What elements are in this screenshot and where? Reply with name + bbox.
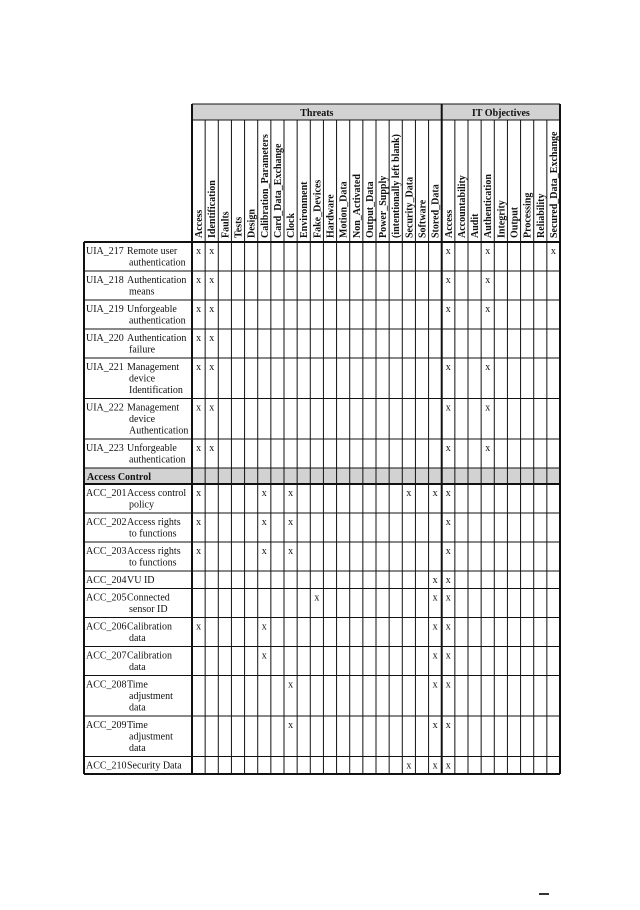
row-id: UIA_218 [86, 275, 124, 286]
cell-mark: x [209, 304, 215, 315]
column-header-label: Faults [220, 211, 232, 238]
cell-mark: x [432, 575, 438, 586]
cell-mark: x [445, 650, 451, 662]
row-id: ACC_209 [86, 720, 127, 731]
cell-mark: x [196, 546, 202, 557]
row-label-line: Management [127, 402, 180, 414]
row-label-line: Calibration [127, 650, 172, 662]
cell-mark: x [485, 443, 491, 454]
cell-mark: x [261, 621, 267, 633]
cell-mark: x [288, 546, 294, 557]
column-header-label: Accountability [456, 175, 468, 238]
cell-mark: x [445, 546, 451, 557]
row-label-line: Time [127, 679, 148, 691]
cell-mark: x [196, 517, 202, 528]
column-header-label: Authentication [483, 174, 495, 238]
row-id: ACC_201 [86, 488, 127, 499]
column-header-label: Access [443, 209, 455, 238]
row-id: ACC_205 [86, 592, 127, 604]
cell-mark: x [209, 333, 215, 344]
column-header-label: Processing [522, 192, 534, 238]
cell-mark: x [445, 488, 451, 499]
row-label-line: authentication [129, 454, 186, 466]
cell-mark: x [445, 362, 451, 373]
cell-mark: x [550, 246, 556, 257]
cell-mark: x [288, 679, 294, 691]
group-header-label: IT Objectives [471, 108, 530, 119]
row-id: ACC_208 [86, 679, 127, 691]
column-header-label: Output_Data [364, 181, 376, 238]
cell-mark: x [196, 621, 202, 633]
row-label-line: Authentication [129, 425, 189, 437]
row-label-line: Management [127, 362, 180, 373]
cell-mark: x [432, 760, 438, 772]
row-label-line: Unforgeable [127, 443, 177, 454]
column-header-label: Identification [207, 180, 219, 238]
cell-mark: x [432, 679, 438, 691]
row-id: UIA_217 [86, 246, 124, 257]
column-header-label: Software [417, 199, 429, 238]
cell-mark: x [445, 720, 451, 731]
row-label-line: failure [129, 344, 156, 356]
row-label-line: Access rights [127, 517, 181, 528]
row-label-line: means [129, 286, 155, 298]
column-header-label: Calibration_Parameters [259, 134, 271, 238]
row-label-line: Security Data [127, 760, 182, 772]
cell-mark: x [445, 592, 451, 604]
column-header-label: Fake_Devices [312, 179, 324, 238]
cell-mark: x [288, 720, 294, 731]
column-header-label: Tests [233, 216, 245, 238]
row-label-line: data [129, 662, 146, 673]
cell-mark: x [445, 679, 451, 691]
row-id: ACC_202 [86, 517, 127, 528]
column-header-label: Design [246, 209, 258, 238]
row-id: ACC_206 [86, 621, 127, 633]
cell-mark: x [432, 488, 438, 499]
row-label-line: adjustment [129, 731, 173, 743]
cell-mark: x [261, 488, 267, 499]
row-label-line: data [129, 702, 146, 714]
row-label-line: Remote user [127, 246, 178, 257]
group-header-label: Threats [300, 108, 334, 119]
row-label-line: authentication [129, 257, 186, 269]
cell-mark: x [485, 402, 491, 414]
column-header-label: Audit [470, 213, 482, 238]
cell-mark: x [445, 275, 451, 286]
cell-mark: x [445, 517, 451, 528]
column-header-label: Card_Data_Exchange [272, 143, 284, 238]
row-label-line: Unforgeable [127, 304, 177, 315]
cell-mark: x [196, 275, 202, 286]
cell-mark: x [209, 246, 215, 257]
row-label-line: authentication [129, 315, 186, 327]
row-id: UIA_223 [86, 443, 124, 454]
cell-mark: x [261, 517, 267, 528]
column-header-label: Stored_Data [430, 184, 442, 238]
cell-mark: x [261, 546, 267, 557]
cell-mark: x [406, 760, 412, 772]
cell-mark: x [288, 517, 294, 528]
cell-mark: x [445, 402, 451, 414]
column-header-label: Clock [286, 213, 298, 238]
cell-mark: x [445, 304, 451, 315]
cell-mark: x [445, 246, 451, 257]
cell-mark: x [209, 443, 215, 454]
row-id: UIA_222 [86, 402, 124, 414]
cell-mark: x [209, 362, 215, 373]
column-header-label: Access [194, 209, 206, 238]
row-label-line: to functions [129, 528, 177, 540]
column-header-label: Power_Supply [378, 175, 390, 238]
row-label-line: Connected [127, 592, 170, 604]
cell-mark: x [432, 621, 438, 633]
row-id: ACC_203 [86, 546, 127, 557]
row-label-line: data [129, 743, 146, 754]
row-label-line: Identification [129, 385, 183, 396]
column-header-label: Secured_Data_Exchange [548, 131, 560, 238]
cell-mark: x [209, 402, 215, 414]
row-id: ACC_204 [86, 575, 127, 586]
row-label-line: sensor ID [129, 604, 168, 615]
cell-mark: x [406, 488, 412, 499]
cell-mark: x [196, 246, 202, 257]
cell-mark: x [196, 304, 202, 315]
row-id: UIA_220 [86, 333, 124, 344]
page-mark [539, 893, 549, 895]
section-band [84, 468, 560, 484]
cell-mark: x [445, 443, 451, 454]
cell-mark: x [485, 275, 491, 286]
row-id: ACC_207 [86, 650, 127, 662]
cell-mark: x [196, 333, 202, 344]
cell-mark: x [314, 592, 320, 604]
row-id: ACC_210 [86, 760, 127, 772]
cell-mark: x [196, 362, 202, 373]
cell-mark: x [209, 275, 215, 286]
row-label-line: Access rights [127, 546, 181, 557]
cell-mark: x [432, 720, 438, 731]
column-header-label: Security_Data [404, 176, 416, 238]
cell-mark: x [445, 760, 451, 772]
cell-mark: x [432, 650, 438, 662]
cell-mark: x [196, 402, 202, 414]
row-label-line: device [129, 414, 156, 425]
row-label-line: Access control [127, 488, 187, 499]
cell-mark: x [485, 304, 491, 315]
row-label-line: VU ID [127, 575, 155, 586]
column-header-label: Motion_Data [338, 181, 350, 238]
cell-mark: x [196, 443, 202, 454]
section-title: Access Control [87, 472, 151, 483]
row-label-line: adjustment [129, 691, 173, 702]
cell-mark: x [288, 488, 294, 499]
row-label-line: data [129, 633, 146, 644]
cell-mark: x [261, 650, 267, 662]
column-header-label: Environment [299, 181, 311, 238]
cell-mark: x [485, 362, 491, 373]
column-header-label: Non_Activated [351, 174, 363, 238]
cell-mark: x [485, 246, 491, 257]
cell-mark: x [196, 488, 202, 499]
row-label-line: Calibration [127, 621, 172, 633]
row-label-line: device [129, 373, 156, 385]
row-label-line: policy [129, 499, 154, 511]
cell-mark: x [432, 592, 438, 604]
row-label-line: Time [127, 720, 148, 731]
row-id: UIA_219 [86, 304, 124, 315]
column-header-label: Output [509, 206, 521, 238]
row-label-line: Authentication [127, 275, 187, 286]
row-label-line: to functions [129, 557, 177, 569]
row-label-line: Authentication [127, 333, 187, 344]
column-header-label: Reliability [535, 193, 547, 238]
column-header-label: Hardware [325, 194, 337, 238]
cell-mark: x [445, 575, 451, 586]
row-id: UIA_221 [86, 362, 124, 373]
column-header-label: (intentionally left blank) [391, 134, 403, 238]
cell-mark: x [445, 621, 451, 633]
column-header-label: Integrity [496, 200, 508, 238]
